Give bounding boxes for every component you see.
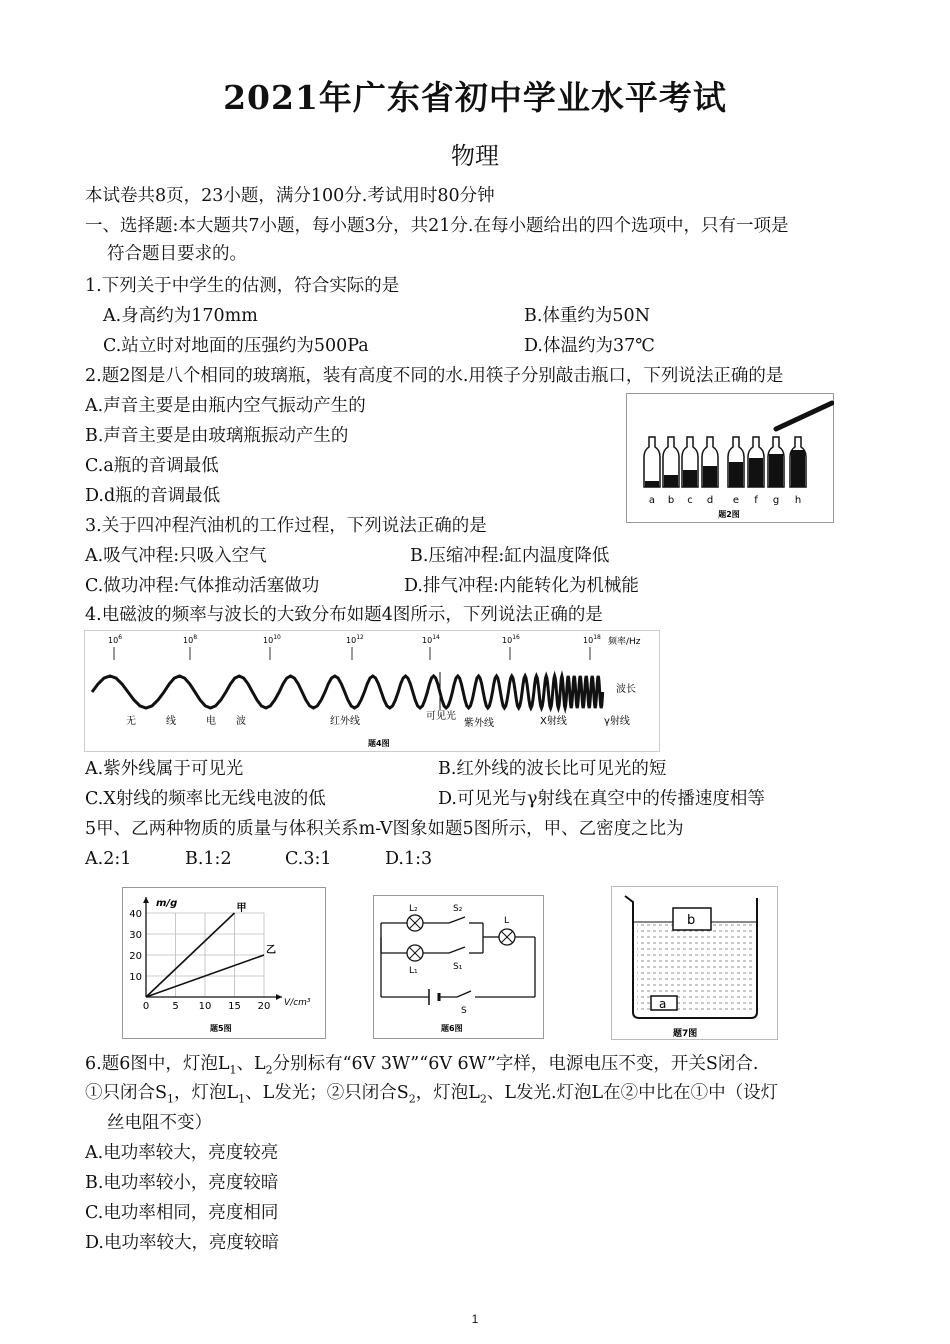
- bottle-a: [644, 437, 660, 487]
- bottle-b: [663, 437, 679, 487]
- chart-grid: [146, 913, 264, 997]
- bottle-label-f: f: [754, 495, 758, 506]
- band-visible: 可见光: [426, 711, 456, 722]
- q4-option-c: C.X射线的频率比无线电波的低: [85, 789, 326, 809]
- band-gamma: γ射线: [604, 716, 630, 727]
- x-axis-label: V/cm³: [284, 998, 311, 1008]
- q6-option-a: A.电功率较大，亮度较亮: [85, 1143, 279, 1163]
- exam-title: 2021年广东省初中学业水平考试: [223, 78, 727, 117]
- q6-option-b: B.电功率较小，亮度较暗: [85, 1173, 279, 1193]
- x-tick-label: 5: [172, 1001, 179, 1012]
- bottle-g: [768, 437, 784, 487]
- q1-option-d: D.体温约为37℃: [524, 336, 655, 356]
- freq-tick-4: $10^{12}$: [346, 634, 364, 645]
- fig7-caption: 题7图: [673, 1029, 698, 1039]
- band-xray: X射线: [540, 716, 567, 727]
- band-infrared: 红外线: [330, 716, 360, 727]
- band-ultraviolet: 紫外线: [464, 718, 494, 729]
- lamp-l1: [407, 945, 423, 961]
- q6-option-d: D.电功率较大，亮度较暗: [85, 1233, 279, 1253]
- q1-option-c: C.站立时对地面的压强约为500Pa: [103, 336, 369, 356]
- lamp-l2: [407, 915, 423, 931]
- q6-stem: 6.题6图中，灯泡$L_1$、$L_2$分别标有“6V 3W”“6V 6W”字样，电源电压不变，开关S闭合.: [85, 1054, 759, 1077]
- q5-stem: 5甲、乙两种物质的质量与体积关系m-V图象如题5图所示，甲、乙密度之比为: [85, 819, 684, 839]
- bottle-label-c: c: [687, 495, 693, 506]
- wavelength-label: 波长: [616, 684, 636, 695]
- label-l1: L₁: [409, 966, 418, 976]
- y-tick-label: 40: [129, 909, 142, 920]
- label-s1: S₁: [453, 962, 463, 972]
- lamp-l: [499, 929, 515, 945]
- q1-option-b: B.体重约为50N: [524, 306, 651, 326]
- q4-option-a: A.紫外线属于可见光: [85, 759, 244, 779]
- q1-option-a: A.身高约为170mm: [103, 306, 258, 326]
- beaker-figure: [611, 886, 778, 1040]
- bottle-e: [728, 437, 744, 487]
- bottle-f: [748, 437, 764, 487]
- q4-option-b: B.红外线的波长比可见光的短: [438, 759, 667, 779]
- q2-stem: 2.题2图是八个相同的玻璃瓶，装有高度不同的水.用筷子分别敲击瓶口，下列说法正确的是: [85, 366, 784, 386]
- subject-title: 物理: [451, 142, 499, 170]
- circuit-figure: [373, 895, 544, 1039]
- chopstick: [776, 403, 832, 429]
- q2-option-c: C.a瓶的音调最低: [85, 456, 219, 476]
- section-heading: 一、选择题:本大题共7小题，每小题3分，共21分.在每小题给出的四个选项中，只有一项是: [85, 216, 789, 236]
- band-radio-2: 线: [166, 716, 176, 727]
- freq-axis-label: 频率/Hz: [608, 637, 641, 647]
- q5-option-a: A.2:1: [85, 849, 132, 869]
- bottle-label-d: d: [706, 495, 714, 506]
- bottle-row: [644, 437, 806, 487]
- fig4-caption: 题4图: [368, 739, 390, 748]
- q3-option-d: D.排气冲程:内能转化为机械能: [404, 576, 639, 596]
- fig5-caption: 题5图: [210, 1024, 232, 1033]
- em-wave: [92, 676, 603, 708]
- label-a: a: [659, 997, 667, 1011]
- y-tick-label: 30: [129, 930, 142, 941]
- q6-option-c: C.电功率相同，亮度相同: [85, 1203, 279, 1223]
- y-axis-label: m/g: [156, 898, 178, 909]
- series-label-jia: 甲: [236, 903, 247, 914]
- q2-option-a: A.声音主要是由瓶内空气振动产生的: [85, 396, 366, 416]
- q2-option-b: B.声音主要是由玻璃瓶振动产生的: [85, 426, 349, 446]
- x-tick-label: 15: [228, 1001, 241, 1012]
- fig2-caption: 题2图: [718, 510, 740, 519]
- freq-tick-3: $10^{10}$: [263, 634, 281, 645]
- band-radio-1: 无: [126, 716, 136, 727]
- q3-stem: 3.关于四冲程汽油机的工作过程，下列说法正确的是: [85, 516, 487, 536]
- q4-option-d: D.可见光与γ射线在真空中的传播速度相等: [438, 789, 765, 809]
- q5-option-c: C.3:1: [285, 849, 332, 869]
- q4-stem: 4.电磁波的频率与波长的大致分布如题4图所示，下列说法正确的是: [85, 605, 603, 625]
- label-l: L: [504, 916, 510, 926]
- bottle-d: [702, 437, 718, 487]
- series-label-yi: 乙: [266, 945, 276, 956]
- y-axis-arrow: [143, 897, 149, 903]
- bottle-h: [790, 437, 806, 487]
- fig6-caption: 题6图: [441, 1024, 463, 1033]
- q6-condition: ①只闭合$S_1$，灯泡$L_1$、L发光；②只闭合$S_2$，灯泡$L_2$、L发光.灯泡L在②中比在①中（设灯: [85, 1083, 779, 1106]
- freq-tick-6: $10^{16}$: [502, 634, 520, 645]
- bottle-label-a: a: [648, 495, 656, 506]
- chart-series: [146, 902, 276, 997]
- chart-axes: [143, 897, 282, 1000]
- section-heading-cont: 符合题目要求的。: [107, 244, 247, 264]
- band-radio-4: 波: [236, 716, 246, 727]
- q3-option-c: C.做功冲程:气体推动活塞做功: [85, 576, 320, 596]
- bottle-label-e: e: [732, 495, 740, 506]
- x-tick-label: 0: [142, 1001, 150, 1012]
- battery: [429, 989, 439, 1005]
- bottle-label-b: b: [667, 495, 675, 506]
- freq-tick-2: $10^8$: [183, 634, 198, 645]
- y-tick-label: 20: [129, 951, 142, 962]
- label-l2: L₂: [409, 904, 418, 914]
- x-tick-label: 20: [257, 1001, 271, 1012]
- x-tick-label: 10: [198, 1001, 212, 1012]
- bottle-c: [682, 437, 698, 487]
- em-spectrum-figure: [84, 630, 660, 752]
- label-s2: S₂: [453, 904, 463, 914]
- x-axis-arrow: [276, 994, 282, 1000]
- q5-option-b: B.1:2: [185, 849, 232, 869]
- freq-tick-5: $10^{14}$: [422, 634, 440, 645]
- y-tick-label: 10: [129, 972, 142, 983]
- mv-chart: [122, 887, 326, 1039]
- q1-stem: 1.下列关于中学生的估测，符合实际的是: [85, 276, 400, 296]
- page-number: 1: [471, 1312, 479, 1326]
- exam-intro: 本试卷共8页，23小题，满分100分.考试用时80分钟: [85, 186, 495, 206]
- bottle-label-g: g: [772, 495, 780, 506]
- bottles-figure: [626, 393, 834, 523]
- q6-condition-cont: 丝电阻不变）: [107, 1113, 212, 1133]
- freq-tick-7: $10^{18}$: [583, 634, 601, 645]
- freq-tick-1: $10^6$: [108, 634, 123, 645]
- label-b: b: [687, 913, 696, 928]
- q5-option-d: D.1:3: [385, 849, 433, 869]
- band-radio-3: 电: [206, 716, 216, 727]
- label-s: S: [461, 1006, 467, 1016]
- bottle-label-h: h: [794, 495, 802, 506]
- q2-option-d: D.d瓶的音调最低: [85, 486, 221, 506]
- q3-option-b: B.压缩冲程:缸内温度降低: [410, 546, 610, 566]
- q3-option-a: A.吸气冲程:只吸入空气: [85, 546, 267, 566]
